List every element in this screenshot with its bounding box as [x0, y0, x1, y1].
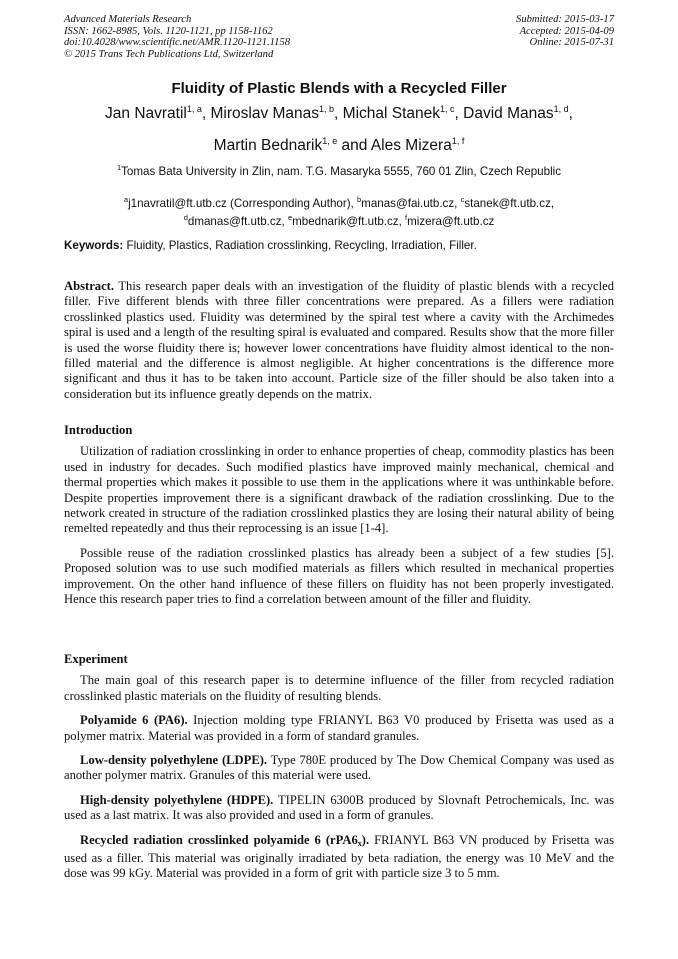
dates-header [516, 14, 614, 49]
email-link[interactable]: j1navratil@ft.utb.cz (Corresponding Author), [128, 197, 357, 210]
accepted-date: Accepted: 2015-04-09 [519, 25, 614, 37]
abstract-text: This research paper deals with an investigation of the fluidity of plastic blends with a recycled filler. Five different blends with three filler concentrations were prepared. As a fillers were radiation crosslinked plastics used. Fluidity was determined by the spiral test where a cavity with the Archimedes spiral is used and a length of the resulting spiral is evaluated and compared. Results show that the more filler is used the worse fluidity there is; however lower concentrations have fluidity almost identical to the non-filled material and the difference is almost negligible. At higher concentrations is the difference more significant and thus it has to be taken into account. Particle size of the filler should be also taken into a consideration but its influence greatly depends on the matrix. [64, 279, 614, 401]
paragraph-hdpe: High-density polyethylene (HDPE). TIPELIN 6300B produced by Slovnaft Petrochemicals, Inc. was used as a last matrix. It was also provided and used in a form of granules. [64, 792, 614, 823]
paragraph: The main goal of this research paper is to determine influence of the filler from recycled radiation crosslinked plastic materials on the fluidity of resulting blends. [64, 673, 614, 703]
author-name: Martin Bednarik [213, 137, 323, 154]
author-sup: 1, d [553, 104, 569, 114]
paragraph: Utilization of radiation crosslinking in order to enhance properties of cheap, commodity plastics has been used in industry for decades. Such modified plastics have improved mainly mechanical, chemical and thermal properties which makes it possible to use them in the applications where it was unthinkable before. Despite properties improvement there is a significant drawback of the radiation crosslinking. Due to the network created in structure of the radiation crosslinked plastics they are losing their natural ability of being remelted repeatedly and thus their reprocessing is an issue [1-4]. [64, 444, 614, 536]
paragraph-ldpe: Low-density polyethylene (LDPE). Type 780E produced by The Dow Chemical Company was used as another polymer matrix. Granules of this material were used. [64, 753, 614, 783]
abstract-label: Abstract. [64, 279, 115, 293]
author-sup: 1, b [319, 104, 335, 114]
online-date: Online: 2015-07-31 [529, 37, 614, 49]
author-name: Miroslav Manas [210, 105, 320, 122]
copyright-line: © 2015 Trans Tech Publications Ltd, Switzerland [64, 48, 274, 60]
author-line-2: Martin Bednarik$^{1, e}$ and Ales Mizera$^{1, f}$ [213, 136, 465, 154]
issn-line: ISSN: 1662-8985, Vols. 1120-1121, pp 1158-1162 [64, 25, 273, 37]
author-sup: 1, f [451, 136, 465, 146]
author-name: Ales Mizera [370, 137, 452, 154]
keywords-label: Keywords: [64, 239, 124, 252]
email-link[interactable]: mizera@ft.utb.cz [407, 215, 495, 228]
keywords-text: Fluidity, Plastics, Radiation crosslinking, Recycling, Irradiation, Filler. [123, 239, 477, 252]
email-link[interactable]: dmanas@ft.utb.cz, [187, 215, 288, 228]
author-emails: $^a$j1navratil@ft.utb.cz (Corresponding Author), $^b$manas@fai.utb.cz, $^c$stanek@ft.utb.cz, $^d$dmanas@ft.utb.cz, $^e$mbednarik@ft.utb.cz, $^f$mizera@ft.utb.cz [123, 195, 555, 228]
author-line-1: Jan Navratil$^{1, a}$, Miroslav Manas$^{1, b}$, Michal Stanek$^{1, c}$, David Manas$^{1, d}$, [105, 104, 573, 122]
experiment-heading: Experiment [64, 652, 128, 666]
email-link[interactable]: mbednarik@ft.utb.cz, [292, 215, 406, 228]
paragraph-rpa6: Recycled radiation crosslinked polyamide 6 $(rPA6_x)$. FRIANYL B63 VN produced by Frisetta was used as a filler. This material was originally irradiated by beta radiation, the energy was 10 MeV and the dose was 99 kGy. Material was provided in a form of grit with particle size 3 to 5 mm. [64, 832, 614, 881]
paragraph: Possible reuse of the radiation crosslinked plastics has already been a subject of a few studies [5]. Proposed solution was to use such modified materials as fillers which resulted in mechanical properties improvement. On the other hand influence of these fillers on fluidity has not been properly investigated. Hence this research paper tries to find a correlation between amount of the filler and fluidity. [64, 545, 614, 607]
paper-title: Fluidity of Plastic Blends with a Recycled Filler [171, 80, 507, 97]
introduction-heading: Introduction [64, 423, 133, 437]
experiment-section [64, 652, 614, 891]
email-link[interactable]: manas@fai.utb.cz, [361, 197, 461, 210]
doi-line[interactable]: doi:10.4028/www.scientific.net/AMR.1120-1121.1158 [64, 37, 291, 49]
author-sup: 1, e [322, 136, 338, 146]
author-name: David Manas [463, 105, 554, 122]
author-name: Jan Navratil [105, 105, 187, 122]
keywords [64, 239, 614, 252]
author-sup: 1, a [186, 104, 202, 114]
paragraph-pa6: Polyamide 6 (PA6). Injection molding type FRIANYL B63 V0 produced by Frisetta was used as a polymer matrix. Material was provided in a form of standard granules. [64, 713, 614, 743]
affiliation: $^1$Tomas Bata University in Zlin, nam. T.G. Masaryka 5555, 760 01 Zlin, Czech Republic [116, 163, 562, 178]
email-link[interactable]: stanek@ft.utb.cz, [464, 197, 555, 210]
submitted-date: Submitted: 2015-03-17 [516, 14, 614, 25]
author-name: Michal Stanek [342, 105, 441, 122]
introduction-section [64, 423, 614, 616]
journal-name: Advanced Materials Research [64, 14, 192, 25]
journal-header [64, 14, 290, 60]
author-sup: 1, c [440, 104, 455, 114]
abstract [64, 279, 614, 402]
